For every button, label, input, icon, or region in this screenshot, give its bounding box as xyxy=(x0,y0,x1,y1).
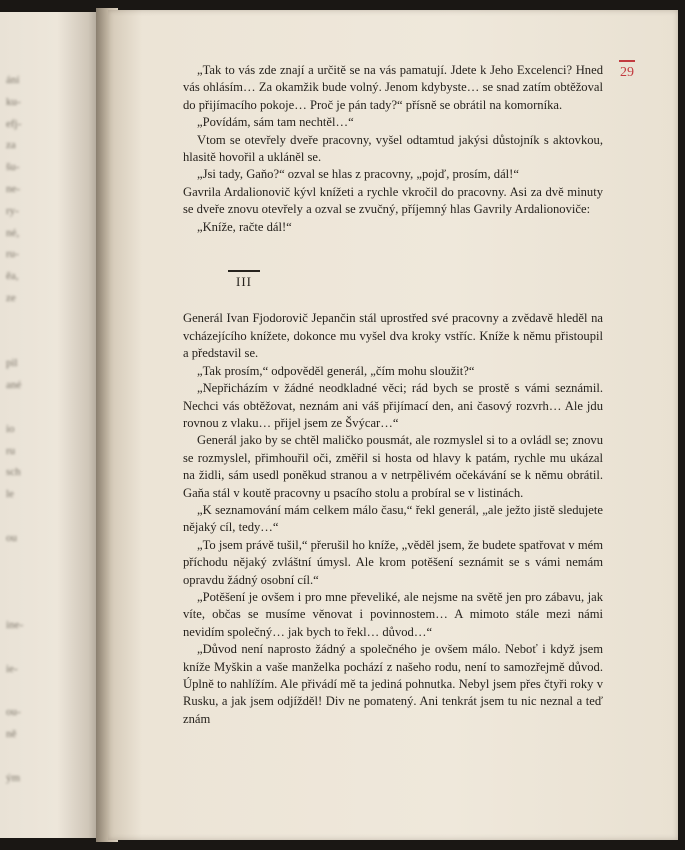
bleed-fragment: pil xyxy=(6,357,18,370)
bleed-fragment: ku- xyxy=(6,95,21,108)
paragraphs-after-section xyxy=(183,310,603,728)
bleed-fragment: ou xyxy=(6,531,17,544)
paragraph: „Povídám, sám tam nechtěl…“ xyxy=(197,115,354,130)
bleed-fragment: ěa, xyxy=(6,270,19,283)
bleed-fragment: ým xyxy=(6,771,21,784)
bleed-fragment: ané xyxy=(6,379,22,392)
current-page xyxy=(108,10,678,840)
bleed-fragment: ne- xyxy=(6,182,21,195)
previous-page xyxy=(0,12,104,838)
paragraph: „Nepřicházím v žádné neodkladné věci; rád bych se prostě s vámi seznámil. Nechci vás obtěžovat, neznám ani váš přijímací den, ani časový rozvrh… Ale jdu rovnou z vlaku… přijel jsem ze Švýcar…“ xyxy=(183,381,603,430)
bleed-fragment: za xyxy=(6,139,16,152)
bleed-fragment: šu- xyxy=(6,161,20,174)
bleed-fragment xyxy=(6,310,36,332)
bleed-fragment xyxy=(6,789,36,811)
bleed-fragment: ně xyxy=(6,727,17,740)
paragraphs-before-section xyxy=(183,62,603,236)
page-number-rule xyxy=(619,60,635,62)
bleed-fragment xyxy=(6,746,36,768)
paragraph: Generál jako by se chtěl maličko pousmát, ale rozmyslel si to a ovládl se; znovu se rozmyslel, přimhouřil oči, změřil si hosta od hlavy k patám, rychle mu ukázal na židli, sám usedl poněkud stranou a v netrpělivém očekávání se k němu obrátil. Gaňa stál v koutě pracovny u psacího stolu a probíral se v listinách. xyxy=(183,433,603,500)
bleed-fragment xyxy=(6,397,36,419)
bleed-fragment xyxy=(6,593,36,615)
bleed-fragment: io xyxy=(6,422,15,435)
bleed-fragment: ru- xyxy=(6,248,19,261)
page-number-text: 29 xyxy=(620,65,634,80)
bleed-fragment: ru xyxy=(6,444,16,457)
bleed-fragment xyxy=(6,550,36,572)
bleed-fragment xyxy=(6,571,36,593)
section-heading xyxy=(228,270,260,290)
bleed-fragment xyxy=(6,680,36,702)
bleed-fragment xyxy=(6,637,36,659)
paragraph: „Tak to vás zde znají a určitě se na vás pamatují. Jdete k Jeho Excelenci? Hned vás ohlásím… Za okamžik bude volný. Jenom kdybyste… se snad zatím obtěžoval do přijímacího pokoje… Proč je pán tady?“ přísně se obrátil na komorníka. xyxy=(183,63,603,112)
bleed-fragment: ie- xyxy=(6,662,18,675)
paragraph: „Tak prosím,“ odpověděl generál, „čím mohu sloužit?“ xyxy=(197,363,475,378)
paragraph: „To jsem právě tušil,“ přerušil ho kníže, „věděl jsem, že budete spatřovat v mém příchodu nějaký zvláštní úmysl. Ale krom potěšení seznámit se s vámi nemám opravdu žádný osobní cíl.“ xyxy=(183,537,603,587)
paragraph: „Důvod není naprosto žádný a společného je ovšem málo. Neboť i když jsem kníže Myškin a vaše manželka pochází z našeho rodu, není to samozřejmě důvod. Úplně to nahlížím. Ale přivádí mě ta jediná pohnutka. Nebyl jsem přes čtyři roky v Rusku, a jak jsem odjížděl! Div ne pomatený. Ani tenkrát jsem tu nic neznal a teď znám xyxy=(183,642,603,726)
paragraph: Generál Ivan Fjodorovič Jepančin stál uprostřed své pracovny a zvědavě hleděl na vcházejícího knížete, dokonce mu vyšel dva kroky vstříc. Kníže k němu přistoupil a představil se. xyxy=(183,311,603,361)
body-text xyxy=(183,62,603,728)
paragraph: „Potěšení je ovšem i pro mne převeliké, ale nejsme na světě jen pro zábavu, jak víte, občas se musíme věnovat i povinnostem… A mimoto stále mezi námi nevidím společný… jak bych to řekl… důvod…“ xyxy=(183,589,603,639)
bleed-fragment: le xyxy=(6,488,14,501)
previous-page-bleed-text xyxy=(6,70,36,811)
bleed-fragment: sch xyxy=(6,466,21,479)
paragraph: „Kníže, račte dál!“ xyxy=(197,219,292,234)
section-heading-text: III xyxy=(236,274,252,290)
bleed-fragment xyxy=(6,506,36,528)
page-number xyxy=(615,60,639,81)
bleed-fragment: efj- xyxy=(6,117,22,130)
paragraph: „K seznamování mám celkem málo času,“ řekl generál, „ale ježto jistě sledujete nějaký cíl, tedy…“ xyxy=(183,502,603,535)
bleed-fragment: ry- xyxy=(6,204,19,217)
bleed-fragment: ze xyxy=(6,291,16,304)
bleed-fragment: ání xyxy=(6,74,20,86)
bleed-fragment: ou- xyxy=(6,706,21,719)
bleed-fragment: né, xyxy=(6,226,20,239)
paragraph: Vtom se otevřely dveře pracovny, vyšel odtamtud jakýsi důstojník s aktovkou, hlasitě hovořil a ukláněl se. xyxy=(183,132,603,165)
bleed-fragment xyxy=(6,332,36,354)
paragraph: „Jsi tady, Gaňo?“ ozval se hlas z pracovny, „pojď, prosím, dál!“ xyxy=(197,167,519,182)
paragraph: Gavrila Ardalionovič kývl knížeti a rychle vkročil do pracovny. Asi za dvě minuty se dveře znovu otevřely a ozval se zvučný, příjemný hlas Gavrily Ardalionoviče: xyxy=(183,184,603,217)
bleed-fragment: ine- xyxy=(6,618,24,631)
section-heading-rule xyxy=(228,270,260,272)
